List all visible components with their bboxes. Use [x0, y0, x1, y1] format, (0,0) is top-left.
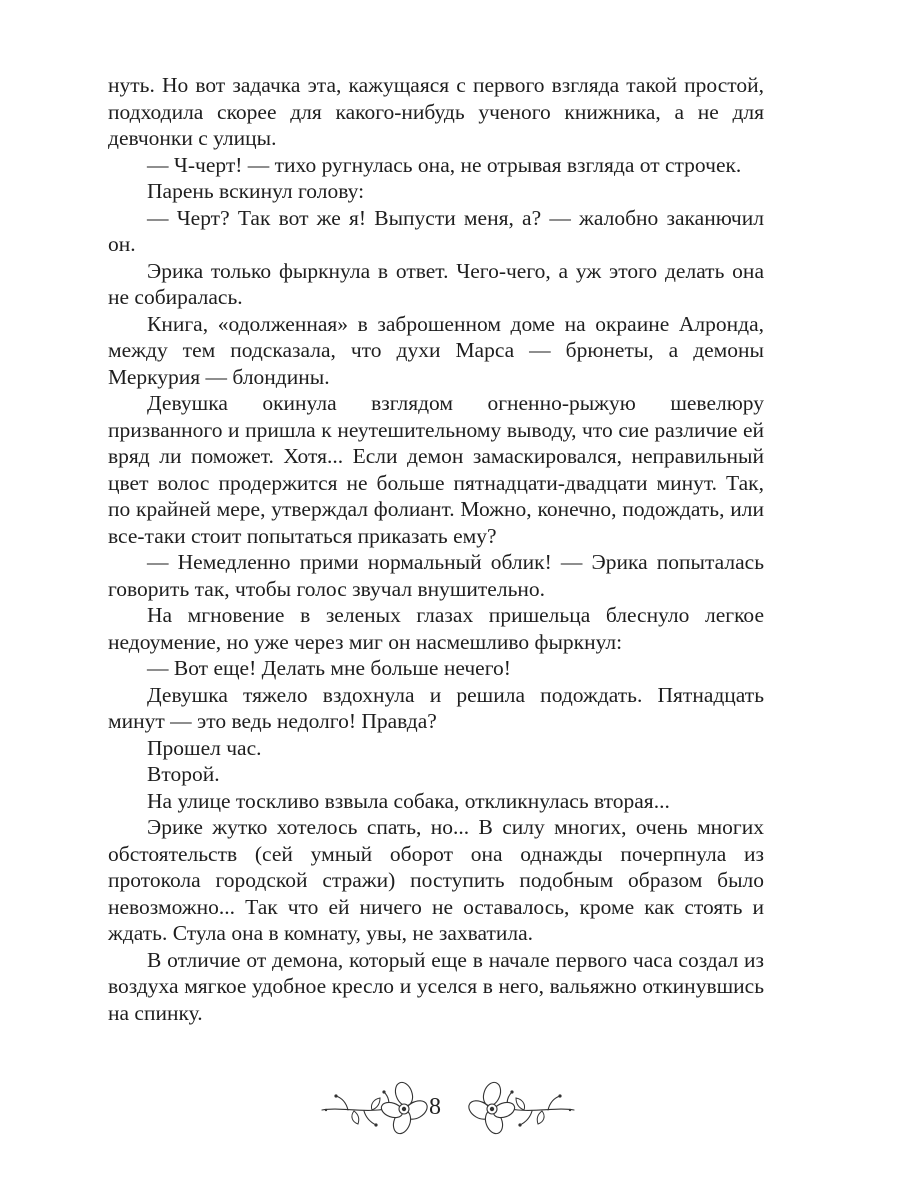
paragraph-2: — Ч-черт! — тихо ругнулась она, не отрывая взгляда от строчек.: [147, 152, 742, 177]
paragraph-6: Книга, «одолженная» в заброшенном доме на окраине Алронда, между тем подсказала, что духи Марса — брюнеты, а демоны Меркурия — блондины.: [108, 311, 764, 389]
paragraph-7: Девушка окинула взглядом огненно-рыжую шевелюру призванного и пришла к неутешительному выводу, что сие различие ей вряд ли поможет. Хотя... Если демон замаскировался, неправильный цвет волос продержится не больше пятнадцати-двадцати минут. Так, по крайней мере, утверждал фолиант. Можно, конечно, подождать, или все-таки стоит попытаться приказать ему?: [108, 391, 764, 548]
paragraph-16: В отличие от демона, который еще в начале первого часа создал из воздуха мягкое удобное кресло и уселся в него, вальяжно откинувшись на спинку.: [108, 947, 764, 1025]
paragraph-4: — Черт? Так вот же я! Выпусти меня, а? — жалобно заканючил он.: [108, 205, 764, 256]
paragraph-14: На улице тоскливо взвыла собака, откликнулась вторая...: [147, 788, 670, 813]
paragraph-5: Эрика только фыркнула в ответ. Чего-чего, а уж этого делать она не собиралась.: [108, 258, 764, 309]
magnolia-branch-ornament-left-icon: [318, 1080, 428, 1140]
paragraph-8: — Немедленно прими нормальный облик! — Эрика попыталась говорить так, чтобы голос звучал внушительно.: [108, 550, 764, 601]
page-footer: [0, 1080, 900, 1150]
body-text: [108, 72, 764, 1026]
paragraph-3: Парень вскинул голову:: [147, 179, 365, 203]
paragraph-1: нуть. Но вот задачка эта, кажущаяся с первого взгляда такой простой, подходила скорее для какого-нибудь ученого книжника, а не для девчонки с улицы.: [108, 73, 764, 150]
paragraph-10: — Вот еще! Делать мне больше нечего!: [147, 656, 511, 680]
paragraph-13: Второй.: [147, 762, 220, 786]
paragraph-15: Эрике жутко хотелось спать, но... В силу многих, очень многих обстоятельств (сей умный оборот она однажды почерпнула из протокола городской стражи) поступить подобным образом было невозможно... Так что ей ничего не оставалось, кроме как стоять и ждать. Стула она в комнату, увы, не захватила.: [108, 815, 764, 945]
page-number: 8: [429, 1094, 441, 1120]
paragraph-12: Прошел час.: [147, 735, 262, 760]
magnolia-branch-ornament-right-icon: [468, 1080, 578, 1140]
paragraph-11: Девушка тяжело вздохнула и решила подождать. Пятнадцать минут — это ведь недолго! Правда?: [108, 682, 764, 733]
paragraph-9: На мгновение в зеленых глазах пришельца блеснуло легкое недоумение, но уже через миг он насмешливо фыркнул:: [108, 603, 764, 654]
